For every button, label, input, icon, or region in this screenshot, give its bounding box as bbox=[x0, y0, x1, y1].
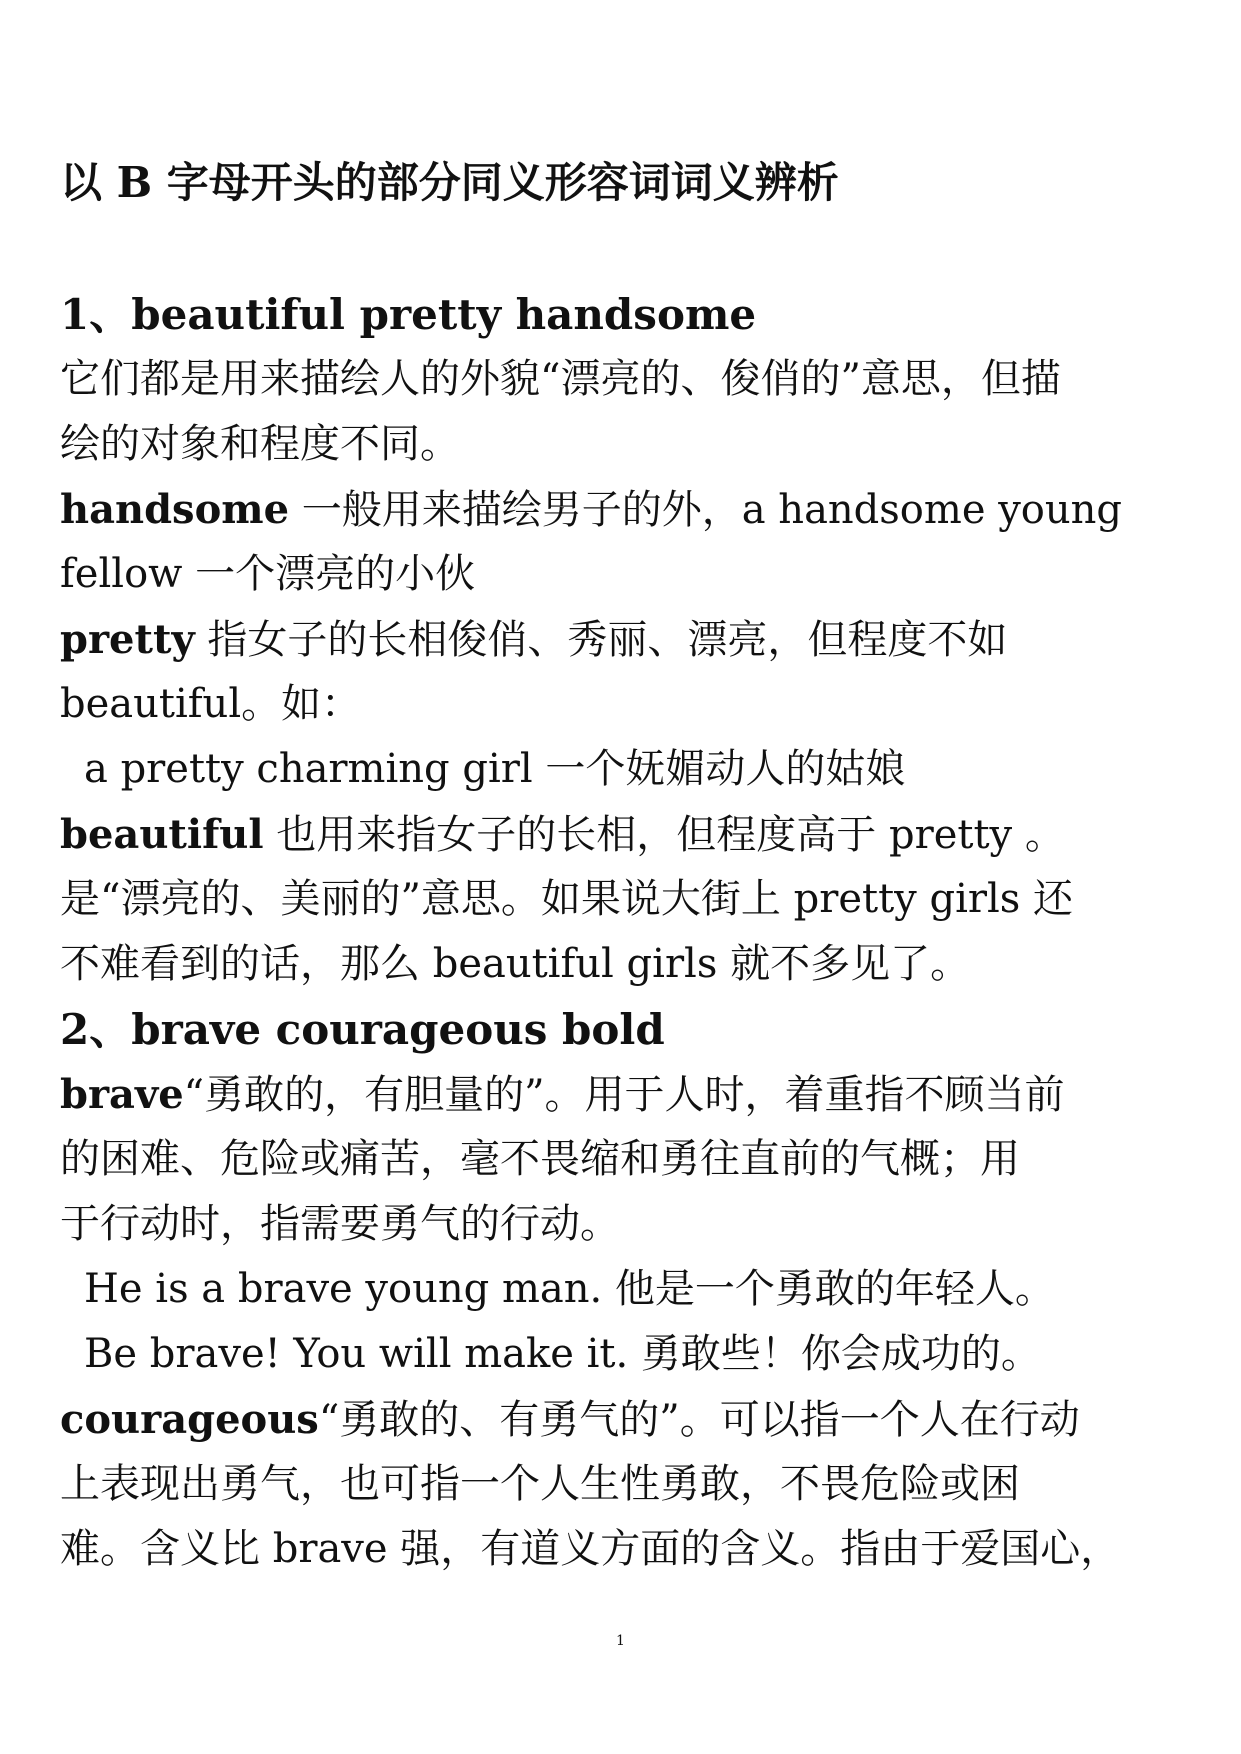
beautiful-definition-line-3: 不难看到的话，那么 beautiful girls 就不多见了。 bbox=[60, 941, 971, 987]
section-1-heading: 1、beautiful pretty handsome bbox=[60, 290, 757, 339]
pretty-definition-line-2: beautiful。如： bbox=[60, 681, 362, 727]
document-body bbox=[60, 282, 1200, 1582]
pretty-definition-line-1 bbox=[60, 607, 1200, 672]
handsome-definition-line-2: fellow 一个漂亮的小伙 bbox=[60, 551, 476, 597]
document-page bbox=[60, 0, 1200, 1754]
term-brave: brave bbox=[60, 1071, 184, 1118]
beautiful-definition-text: 也用来指女子的长相，但程度高于 pretty 。 bbox=[263, 812, 1065, 858]
brave-definition-line-2: 的困难、危险或痛苦，毫不畏缩和勇往直前的气概；用 bbox=[60, 1136, 1020, 1182]
courageous-definition-line-2: 上表现出勇气，也可指一个人生性勇敢，不畏危险或困 bbox=[60, 1461, 1020, 1507]
courageous-definition-text: “勇敢的、有勇气的”。可以指一个人在行动 bbox=[318, 1397, 1080, 1443]
section-1-intro-line-1: 它们都是用来描绘人的外貌“漂亮的、俊俏的”意思，但描 bbox=[60, 356, 1061, 402]
term-beautiful: beautiful bbox=[60, 811, 264, 858]
beautiful-definition-line-1 bbox=[60, 802, 1200, 867]
courageous-definition-line-3: 难。含义比 brave 强，有道义方面的含义。指由于爱国心， bbox=[60, 1526, 1121, 1572]
term-handsome: handsome bbox=[60, 486, 290, 533]
page-number: 1 bbox=[616, 1633, 625, 1649]
brave-definition-line-3: 于行动时，指需要勇气的行动。 bbox=[60, 1201, 620, 1247]
handsome-definition-text: 一般用来描绘男子的外，a handsome young bbox=[289, 487, 1123, 533]
courageous-definition-line-1 bbox=[60, 1387, 1200, 1452]
term-pretty: pretty bbox=[60, 616, 195, 663]
brave-definition-line-1 bbox=[60, 1062, 1200, 1127]
pretty-example: a pretty charming girl 一个妩媚动人的姑娘 bbox=[84, 746, 906, 792]
handsome-definition-line-1 bbox=[60, 477, 1200, 542]
brave-example-2: Be brave! You will make it. 勇敢些！你会成功的。 bbox=[84, 1331, 1041, 1377]
pretty-definition-text: 指女子的长相俊俏、秀丽、漂亮，但程度不如 bbox=[194, 617, 1008, 663]
brave-example-1: He is a brave young man. 他是一个勇敢的年轻人。 bbox=[84, 1266, 1055, 1312]
beautiful-definition-line-2: 是“漂亮的、美丽的”意思。如果说大街上 pretty girls 还 bbox=[60, 876, 1074, 922]
term-courageous: courageous bbox=[60, 1396, 319, 1443]
brave-definition-text: “勇敢的，有胆量的”。用于人时，着重指不顾当前 bbox=[183, 1072, 1065, 1118]
section-1-intro-line-2: 绘的对象和程度不同。 bbox=[60, 421, 460, 467]
section-2-heading: 2、brave courageous bold bbox=[60, 1005, 665, 1054]
document-title: 以 B 字母开头的部分同义形容词词义辨析 bbox=[60, 158, 839, 207]
